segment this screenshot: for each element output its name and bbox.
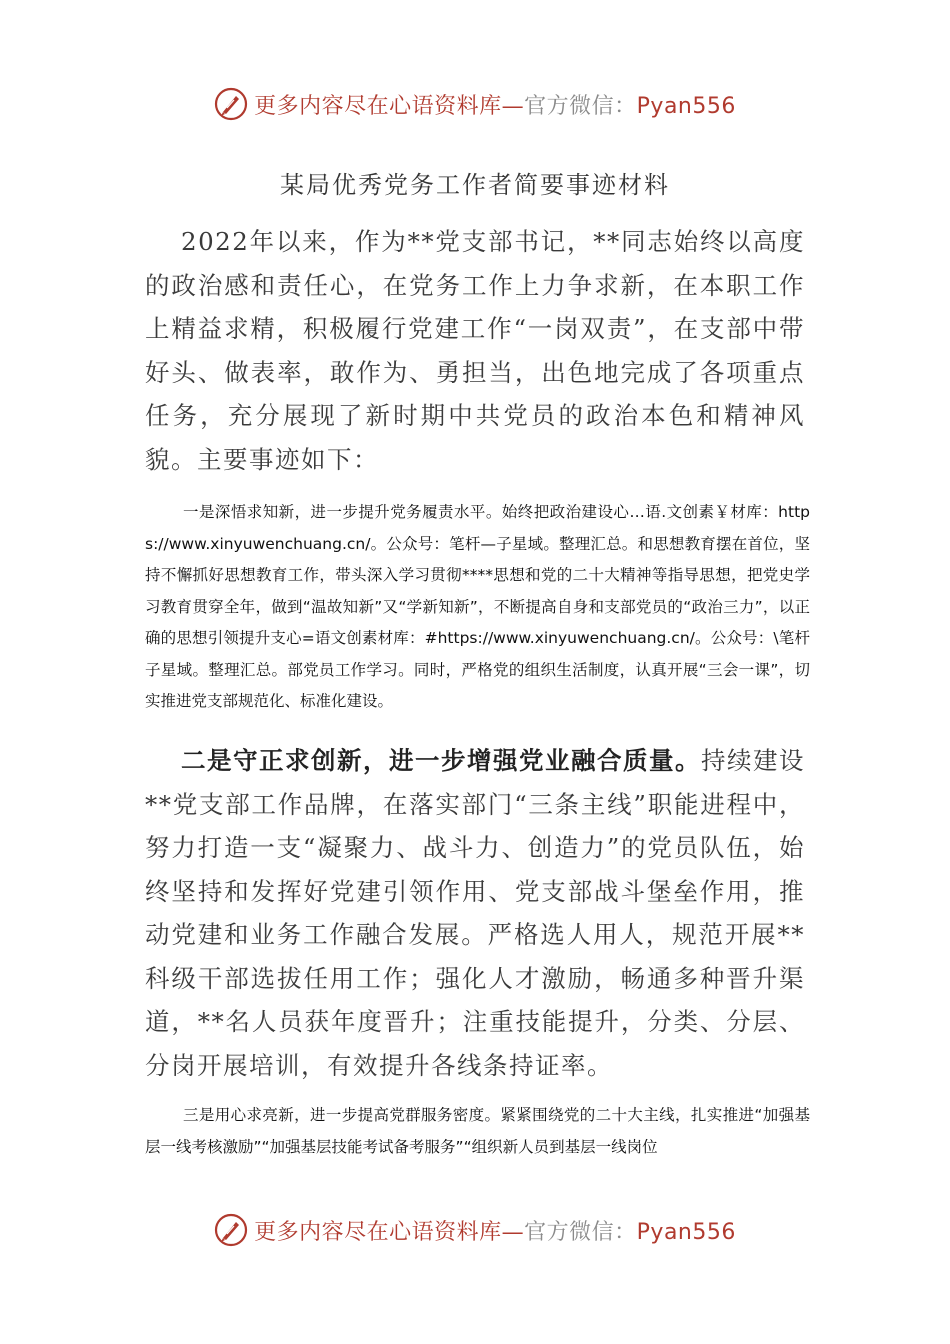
quill-logo-icon xyxy=(214,1213,248,1247)
intro-paragraph: 2022年以来，作为**党支部书记，**同志始终以高度的政治感和责任心，在党务工作上力争求新，在本职工作上精益求精，积极履行党建工作“一岗双责”，在支部中带好头、做表率，敢作为、勇担当，出色地完成了各项重点任务，充分展现了新时期中共党员的政治本色和精神风貌。主要事迹如下： xyxy=(145,227,805,474)
banner-official-label: 官方微信： xyxy=(524,93,637,119)
second-point-heading: 二是守正求创新，进一步增强党业融合质量。 xyxy=(181,746,701,775)
first-point-paragraph: 一是深悟求知新，进一步提升党务履责水平。始终把政治建设心…语.文创素￥材库：https://www.xinyuwenchuang.cn/。公众号：笔杆—子星域。整理汇总。和思想教育摆在首位，坚持不懈抓好思想教育工作，带头深入学习贯彻****思想和党的二十大精神等指导思想，把党史学习教育贯穿全年，做到“温故知新”又“学新知新”，不断提高自身和支部党员的“政治三力”，以正确的思想引领提升支心=语文创素材库：#https://www.xinyuwenchuang.cn/。公众号：\笔杆子星域。整理汇总。部党员工作学习。同时，严格党的组织生活制度，认真开展“三会一课”，切实推进党支部规范化、标准化建设。 xyxy=(145,503,810,710)
document-title: 某局优秀党务工作者简要事迹材料 xyxy=(280,171,670,199)
banner-official-label: 官方微信： xyxy=(524,1219,637,1245)
banner-wechat-id: Pyan556 xyxy=(636,1219,736,1245)
banner-main-text: 更多内容尽在心语资料库 xyxy=(254,1219,502,1245)
second-point-body: 持续建设**党支部工作品牌，在落实部门“三条主线”职能进程中，努力打造一支“凝聚力、战斗力、创造力”的党员队伍，始终坚持和发挥好党建引领作用、党支部战斗堡垒作用，推动党建和业务工作融合发展。严格选人用人，规范开展**科级干部选拔任用工作；强化人才激励，畅通多种晋升渠道，**名人员获年度晋升；注重技能提升，分类、分层、分岗开展培训，有效提升各线条持证率。 xyxy=(145,746,805,1080)
banner-dash: — xyxy=(501,1219,525,1245)
banner-main-text: 更多内容尽在心语资料库 xyxy=(254,93,502,119)
second-point-paragraph xyxy=(145,739,805,1087)
banner-dash: — xyxy=(501,93,525,119)
third-point-paragraph: 三是用心求亮新，进一步提高党群服务密度。紧紧围绕党的二十大主线，扎实推进“加强基层一线考核激励”“加强基层技能考试备考服务”“组织新人员到基层一线岗位 xyxy=(145,1106,810,1156)
header-banner xyxy=(0,82,950,126)
banner-wechat-id: Pyan556 xyxy=(636,93,736,119)
quill-logo-icon xyxy=(214,87,248,121)
footer-banner xyxy=(0,1208,950,1252)
banner-text xyxy=(254,1215,736,1246)
banner-text xyxy=(254,89,736,120)
